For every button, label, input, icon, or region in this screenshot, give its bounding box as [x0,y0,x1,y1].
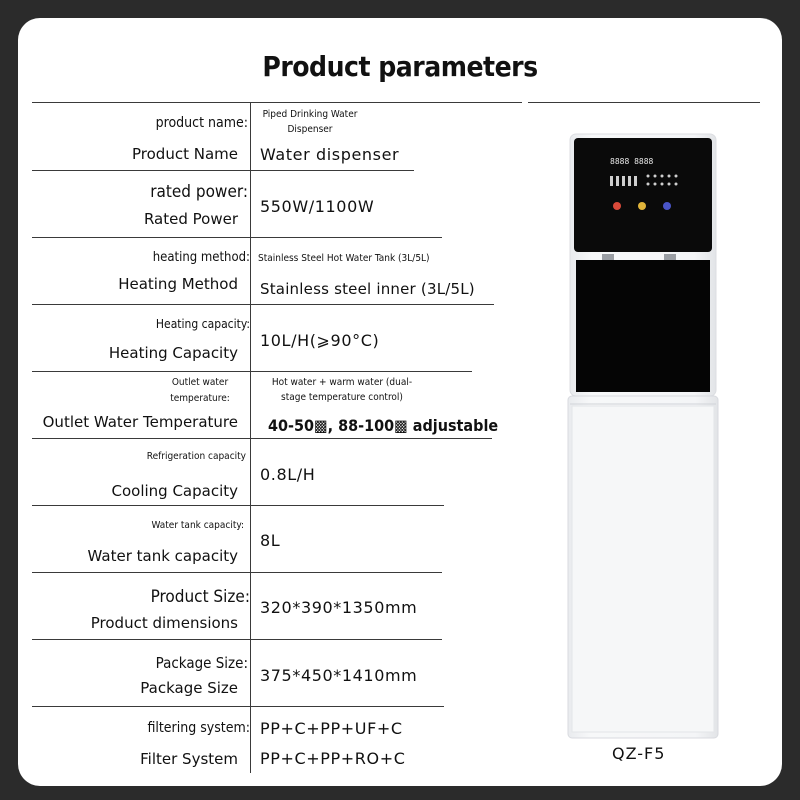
cold-water-button [663,202,671,210]
product-size-label-cn: Product Size: [150,587,250,607]
row-divider [32,170,414,171]
tank-capacity-label: Water tank capacity [87,547,238,565]
control-panel [574,138,712,252]
outlet-temp-value: 40-50▩, 88-100▩ adjustable [268,416,499,435]
dispensing-cavity [576,260,710,392]
package-size-label: Package Size [140,679,238,697]
display-digits: 8888 8888 [610,157,654,166]
column-divider [250,103,251,773]
cooling-capacity-value: 0.8L/H [260,465,316,484]
product-name-label: Product Name [132,145,238,163]
package-size-label-cn: Package Size: [155,654,248,672]
product-name-label-cn: product name: [155,115,248,131]
row-divider [32,505,444,506]
row-divider [32,706,444,707]
filter-system-label-cn: filtering system: [147,720,250,736]
rated-power-label-cn: rated power: [150,182,248,202]
outlet-temp-value-cn: Hot water + warm water (dual-stage temperature control) [271,377,413,403]
row-divider [32,237,442,238]
product-name-value-cn: Piped Drinking Water Dispenser [262,109,358,135]
heating-method-label-cn: heating method: [152,250,250,265]
heating-method-label: Heating Method [118,275,238,293]
heating-method-value-cn: Stainless Steel Hot Water Tank (3L/5L) [258,253,430,264]
page-title: Product parameters [262,50,538,83]
row-divider [32,371,472,372]
title-divider-left [32,102,522,103]
filter-system-value-cn: PP+C+PP+UF+C [260,719,403,738]
water-dispenser-image [560,128,722,744]
row-divider [32,438,492,439]
package-size-value: 375*450*1410mm [260,666,418,685]
warm-water-button [638,202,646,210]
cooling-capacity-label: Cooling Capacity [111,482,238,500]
heating-capacity-label-cn: Heating capacity: [155,317,250,331]
title-divider-right [528,102,760,103]
product-name-value: Water dispenser [260,145,400,164]
filter-system-label: Filter System [140,750,238,768]
heating-capacity-value: 10L/H(⩾90°C) [260,331,380,350]
model-label: QZ-F5 [612,744,666,763]
outlet-temp-label: Outlet Water Temperature [42,413,238,431]
filter-system-value: PP+C+PP+RO+C [260,749,406,768]
cooling-capacity-label-cn: Refrigeration capacity [146,451,246,462]
row-divider [32,304,494,305]
outlet-temp-label-cn: Outlet water temperature: [170,377,230,404]
product-size-value: 320*390*1350mm [260,598,418,617]
tank-capacity-value: 8L [260,531,281,550]
heating-method-value: Stainless steel inner (3L/5L) [260,280,475,298]
tank-capacity-label-cn: Water tank capacity: [151,520,244,531]
rated-power-value: 550W/1100W [260,197,375,216]
hot-water-button [613,202,621,210]
row-divider [32,572,442,573]
rated-power-label: Rated Power [143,210,238,228]
row-divider [32,639,442,640]
heating-capacity-label: Heating Capacity [108,344,238,362]
product-size-label: Product dimensions [90,614,238,632]
